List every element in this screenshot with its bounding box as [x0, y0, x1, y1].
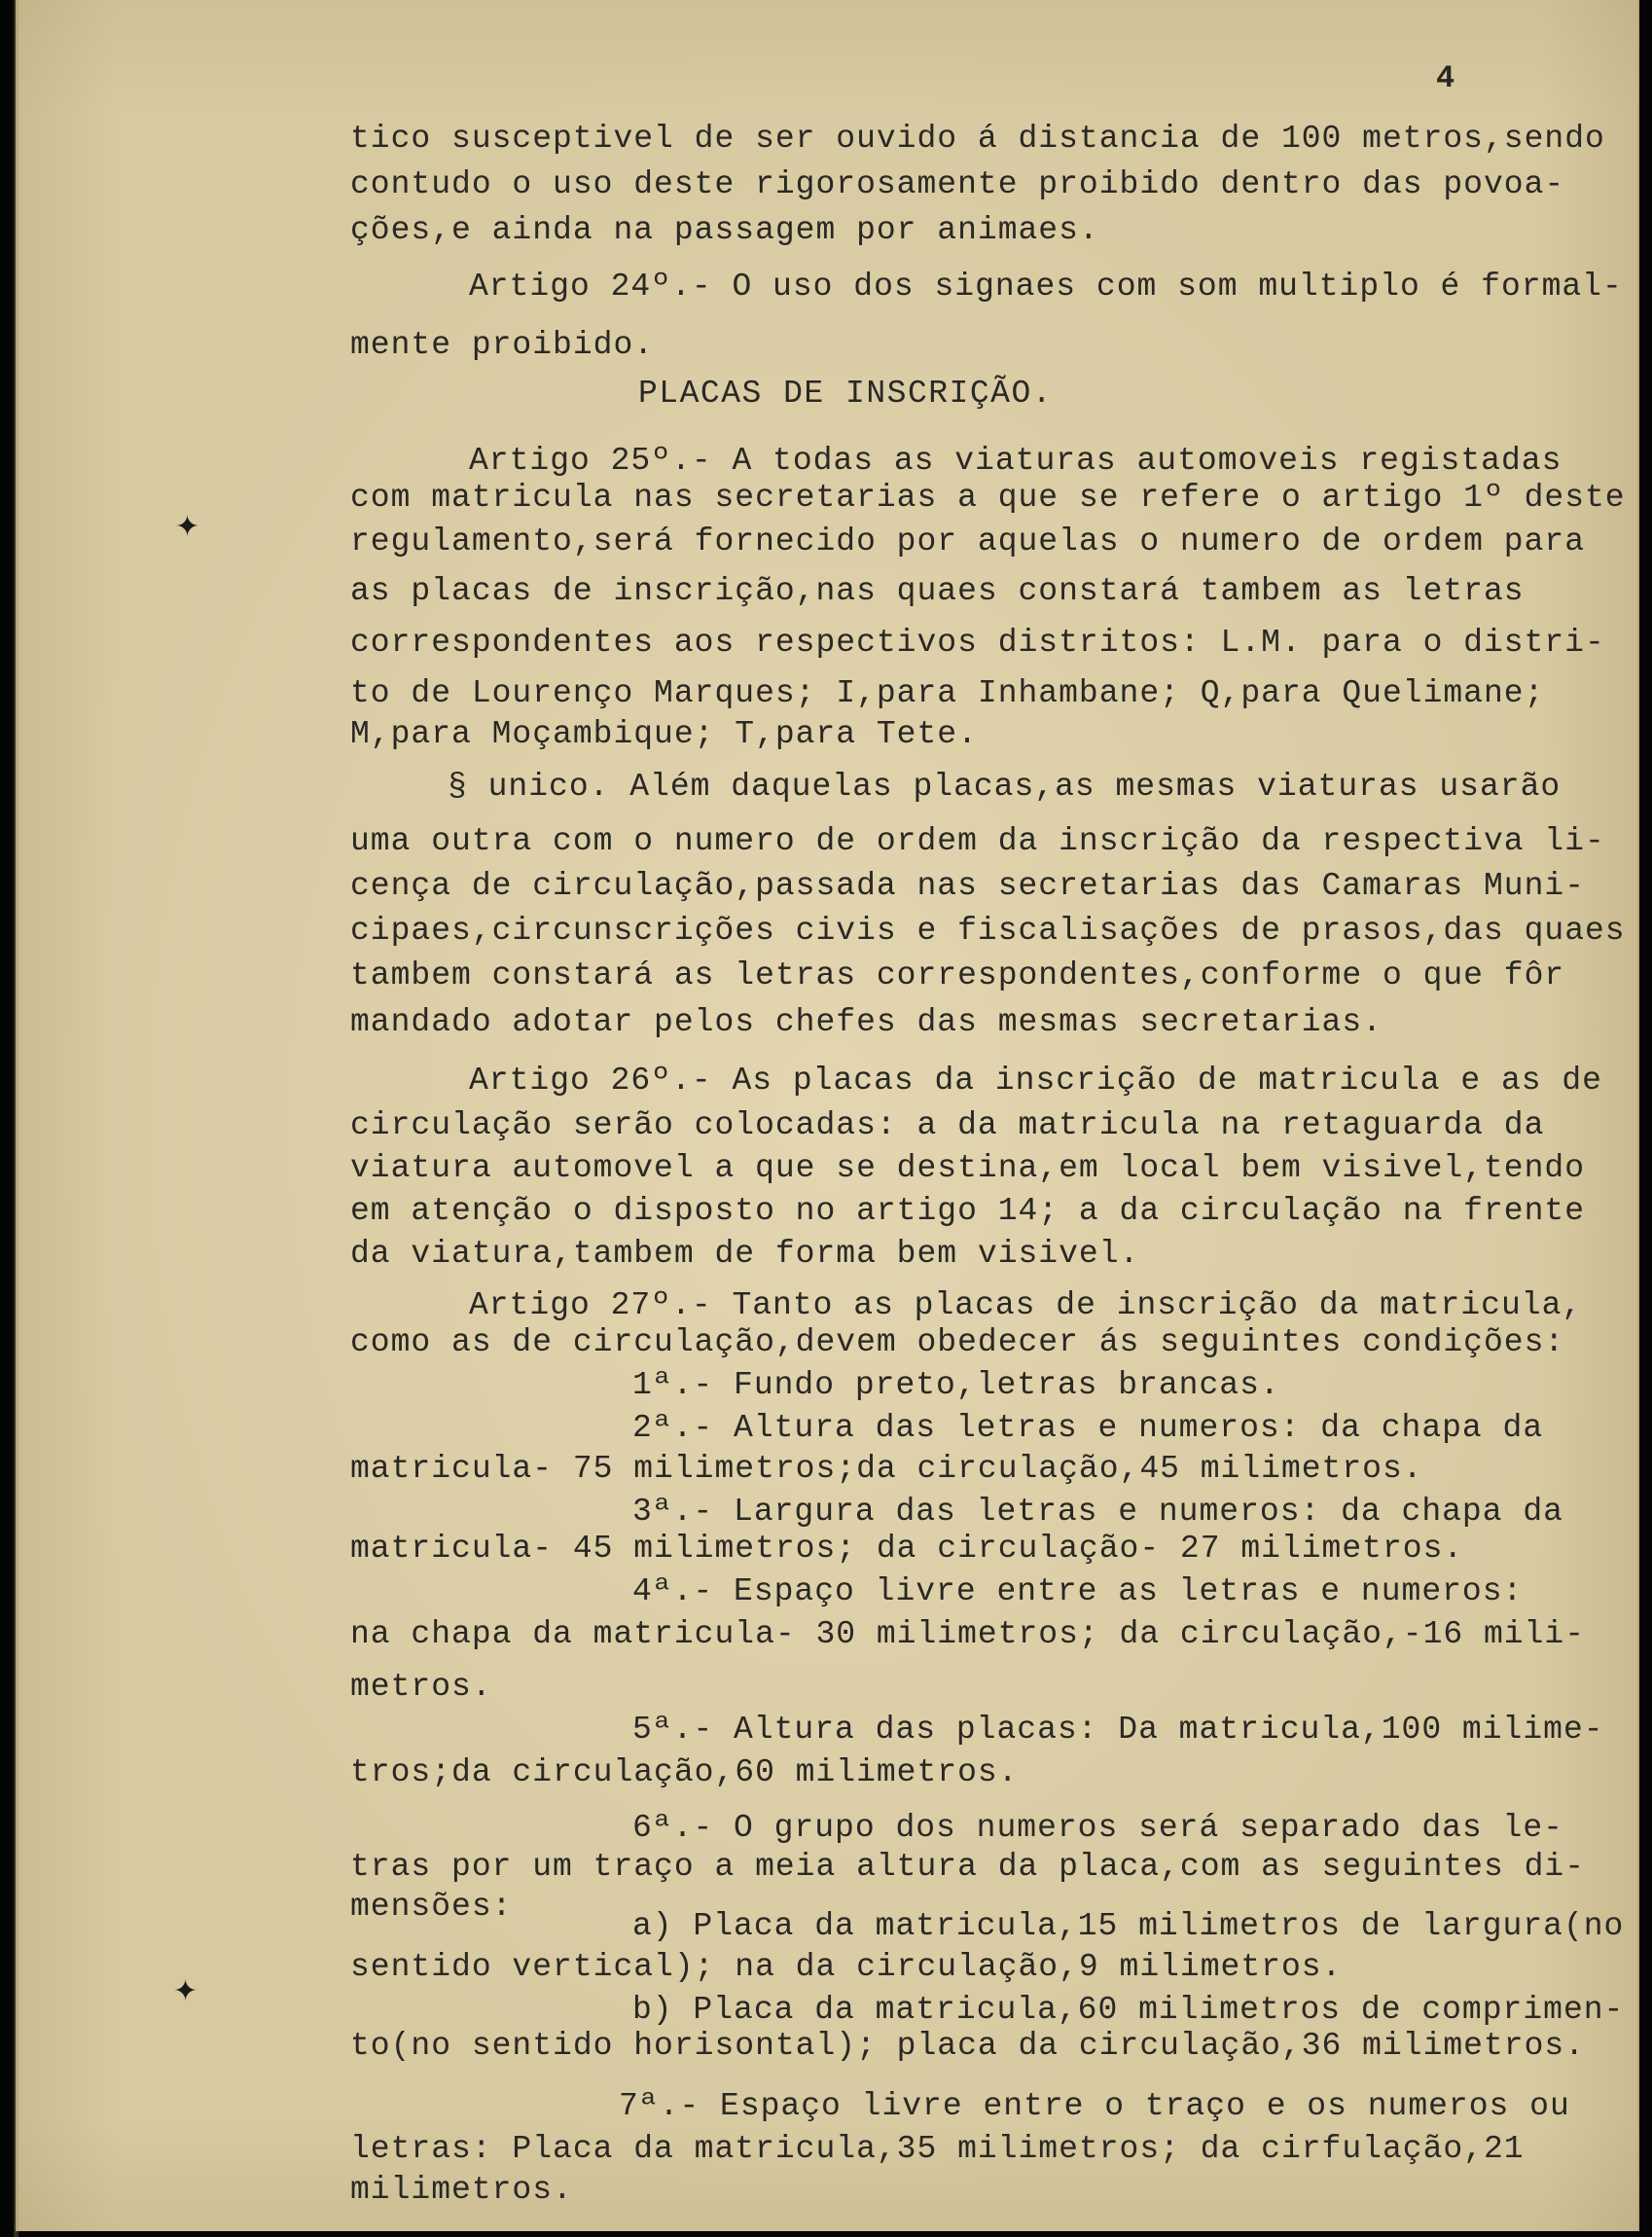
text-line: na chapa da matricula- 30 milimetros; da circulação,-16 mili- — [350, 1616, 1585, 1652]
text-line: a) Placa da matricula,15 milimetros de largura(no — [632, 1908, 1625, 1944]
text-line: circulação serão colocadas: a da matricula na retaguarda da — [350, 1107, 1545, 1143]
text-line: matricula- 45 milimetros; da circulação- 27 milimetros. — [350, 1531, 1464, 1567]
text-line: tico susceptivel de ser ouvido á distancia de 100 metros,sendo — [350, 121, 1605, 157]
text-line: em atenção o disposto no artigo 14; a da circulação na frente — [350, 1193, 1585, 1229]
text-line: § unico. Além daquelas placas,as mesmas viaturas usarão — [448, 769, 1562, 805]
punch-mark: ✦ — [173, 1974, 198, 2008]
text-line: ções,e ainda na passagem por animaes. — [350, 212, 1099, 248]
text-line: 1ª.- Fundo preto,letras brancas. — [632, 1367, 1280, 1403]
page-number: 4 — [1436, 60, 1456, 96]
text-line: contudo o uso deste rigorosamente proibido dentro das povoa- — [350, 166, 1565, 202]
text-line: to(no sentido horisontal); placa da circulação,36 milimetros. — [350, 2028, 1585, 2064]
text-line: letras: Placa da matricula,35 milimetros; da cirfulação,21 — [350, 2131, 1525, 2167]
text-line: Artigo 26º.- As placas da inscrição de matricula e as de — [469, 1063, 1602, 1099]
text-line: M,para Moçambique; T,para Tete. — [350, 716, 978, 752]
text-line: cipaes,circunscrições civis e fiscalisações de prasos,das quaes — [350, 913, 1626, 949]
text-line: Artigo 25º.- A todas as viaturas automoveis registadas — [469, 443, 1562, 479]
text-line: sentido vertical); na da circulação,9 milimetros. — [350, 1949, 1343, 1985]
text-line: 4ª.- Espaço livre entre as letras e numeros: — [632, 1573, 1524, 1609]
text-line: Artigo 27º.- Tanto as placas de inscrição da matricula, — [469, 1287, 1583, 1323]
text-line: correspondentes aos respectivos distritos: L.M. para o distri- — [350, 625, 1605, 661]
text-line: b) Placa da matricula,60 milimetros de comprimen- — [632, 1992, 1625, 2028]
text-line: mandado adotar pelos chefes das mesmas secretarias. — [350, 1004, 1383, 1040]
typewritten-document — [16, 0, 1639, 2231]
text-line: 3ª.- Largura das letras e numeros: da chapa da — [632, 1494, 1563, 1530]
text-line: da viatura,tambem de forma bem visivel. — [350, 1236, 1140, 1272]
text-line: tambem constará as letras correspondentes,conforme o que fôr — [350, 957, 1565, 993]
text-line: metros. — [350, 1669, 492, 1705]
text-line: milimetros. — [350, 2172, 573, 2208]
text-line: cença de circulação,passada nas secretarias das Camaras Muni- — [350, 868, 1585, 904]
text-line: 2ª.- Altura das letras e numeros: da chapa da — [632, 1410, 1544, 1446]
text-line: regulamento,será fornecido por aquelas o numero de ordem para — [350, 523, 1585, 559]
text-line: Artigo 24º.- O uso dos signaes com som multiplo é formal- — [469, 269, 1623, 305]
text-line: 6ª.- O grupo dos numeros será separado das le- — [632, 1810, 1563, 1846]
text-line: como as de circulação,devem obedecer ás seguintes condições: — [350, 1324, 1565, 1360]
text-line: tras por um traço a meia altura da placa,com as seguintes di- — [350, 1849, 1585, 1885]
text-line: as placas de inscrição,nas quaes constará tambem as letras — [350, 573, 1525, 609]
text-line: mente proibido. — [350, 327, 655, 363]
text-line: matricula- 75 milimetros;da circulação,45 milimetros. — [350, 1451, 1423, 1487]
text-line: 5ª.- Altura das placas: Da matricula,100 milime- — [632, 1712, 1604, 1748]
punch-mark: ✦ — [175, 510, 200, 544]
text-line: 7ª.- Espaço livre entre o traço e os numeros ou — [619, 2088, 1570, 2124]
text-line: com matricula nas secretarias a que se refere o artigo 1º deste — [350, 480, 1626, 516]
text-line: viatura automovel a que se destina,em local bem visivel,tendo — [350, 1150, 1585, 1186]
text-line: to de Lourenço Marques; I,para Inhambane; Q,para Quelimane; — [350, 675, 1545, 711]
section-heading: PLACAS DE INSCRIÇÃO. — [638, 376, 1054, 412]
text-line: mensões: — [350, 1889, 513, 1925]
text-line: uma outra com o numero de ordem da inscrição da respectiva li- — [350, 823, 1605, 859]
text-line: tros;da circulação,60 milimetros. — [350, 1754, 1019, 1790]
